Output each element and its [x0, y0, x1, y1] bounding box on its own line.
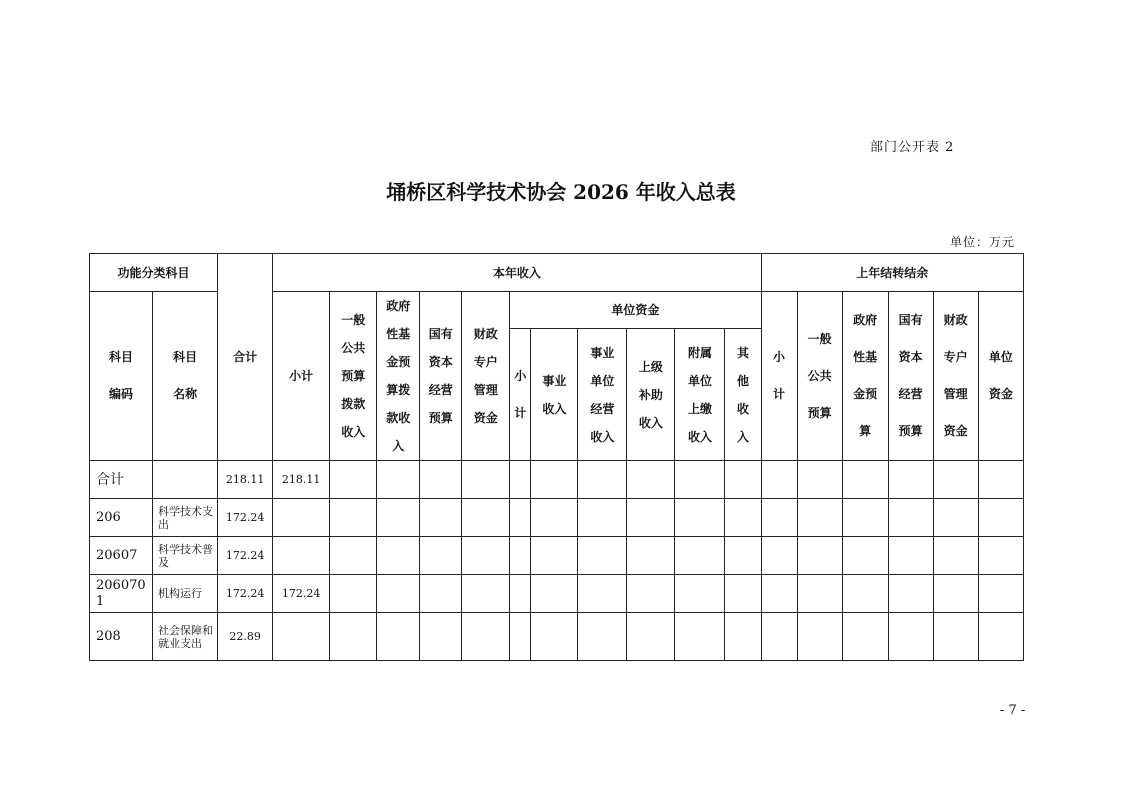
row-name: 机构运行	[153, 575, 218, 613]
page-title: 埇桥区科学技术协会 2026 年收入总表	[386, 180, 736, 204]
row-subtotal	[273, 499, 330, 537]
row-name: 科学技术支出	[153, 499, 218, 537]
header-total: 合计	[218, 254, 273, 461]
header-uf-subtotal: 小计	[514, 368, 527, 420]
unit-label: 单位：万元	[950, 235, 1016, 249]
header-ly-subtotal: 小计	[773, 350, 786, 401]
row-subtotal	[273, 613, 330, 661]
header-ly-gov-fund: 政府性基金预算	[853, 313, 878, 438]
header-uf-business: 事业收入	[542, 373, 567, 416]
header-uf-affiliated: 附属单位上缴收入	[687, 345, 712, 444]
table-row	[90, 499, 1024, 537]
row-name: 社会保障和就业支出	[153, 613, 218, 661]
header-ly-unit-funds: 单位资金	[988, 350, 1013, 401]
header-uf-operating: 事业单位经营收入	[590, 345, 615, 444]
header-this-year: 本年收入	[273, 254, 761, 292]
header-ly-fiscal-special: 财政专户管理资金	[943, 313, 968, 438]
table-row	[90, 613, 1024, 661]
row-total: 172.24	[218, 575, 273, 613]
header-subject-code: 科目编码	[109, 350, 134, 401]
header-row-1	[90, 254, 1024, 292]
row-total: 22.89	[218, 613, 273, 661]
header-last-year: 上年结转结余	[761, 254, 1023, 292]
header-ty-fiscal-special: 财政专户管理资金	[473, 327, 498, 425]
row-total: 218.11	[218, 461, 273, 499]
row-name: 科学技术普及	[153, 537, 218, 575]
row-code: 合计	[90, 461, 153, 499]
row-subtotal	[273, 537, 330, 575]
income-summary-table	[89, 253, 1024, 661]
row-code: 208	[90, 613, 153, 661]
row-subtotal: 218.11	[273, 461, 330, 499]
table-row	[90, 537, 1024, 575]
row-total: 172.24	[218, 537, 273, 575]
form-label: 部门公开表 2	[870, 140, 955, 155]
row-subtotal: 172.24	[273, 575, 330, 613]
table-row	[90, 461, 1024, 499]
row-code	[90, 575, 153, 613]
header-ty-gov-fund: 政府性基金预算拨款收入	[386, 299, 411, 453]
header-ly-general-budget: 一般公共预算	[807, 331, 832, 420]
row-code: 20607	[90, 537, 153, 575]
header-ly-state-capital: 国有资本经营预算	[898, 313, 923, 438]
header-ty-state-capital: 国有资本经营预算	[428, 327, 453, 425]
table-row	[90, 575, 1024, 613]
header-ty-subtotal: 小计	[273, 292, 330, 461]
page-number: - 7 -	[1000, 703, 1026, 718]
header-ty-general-budget: 一般公共预算拨款收入	[341, 313, 366, 439]
row-code-text: 2060701	[96, 577, 146, 609]
header-func-class: 功能分类科目	[90, 254, 218, 292]
header-uf-superior: 上级补助收入	[638, 359, 663, 430]
header-unit-funds: 单位资金	[510, 292, 761, 329]
row-name	[153, 461, 218, 499]
header-uf-other: 其他收入	[737, 345, 750, 444]
row-code: 206	[90, 499, 153, 537]
header-subject-name: 科目名称	[173, 350, 198, 401]
row-total: 172.24	[218, 499, 273, 537]
